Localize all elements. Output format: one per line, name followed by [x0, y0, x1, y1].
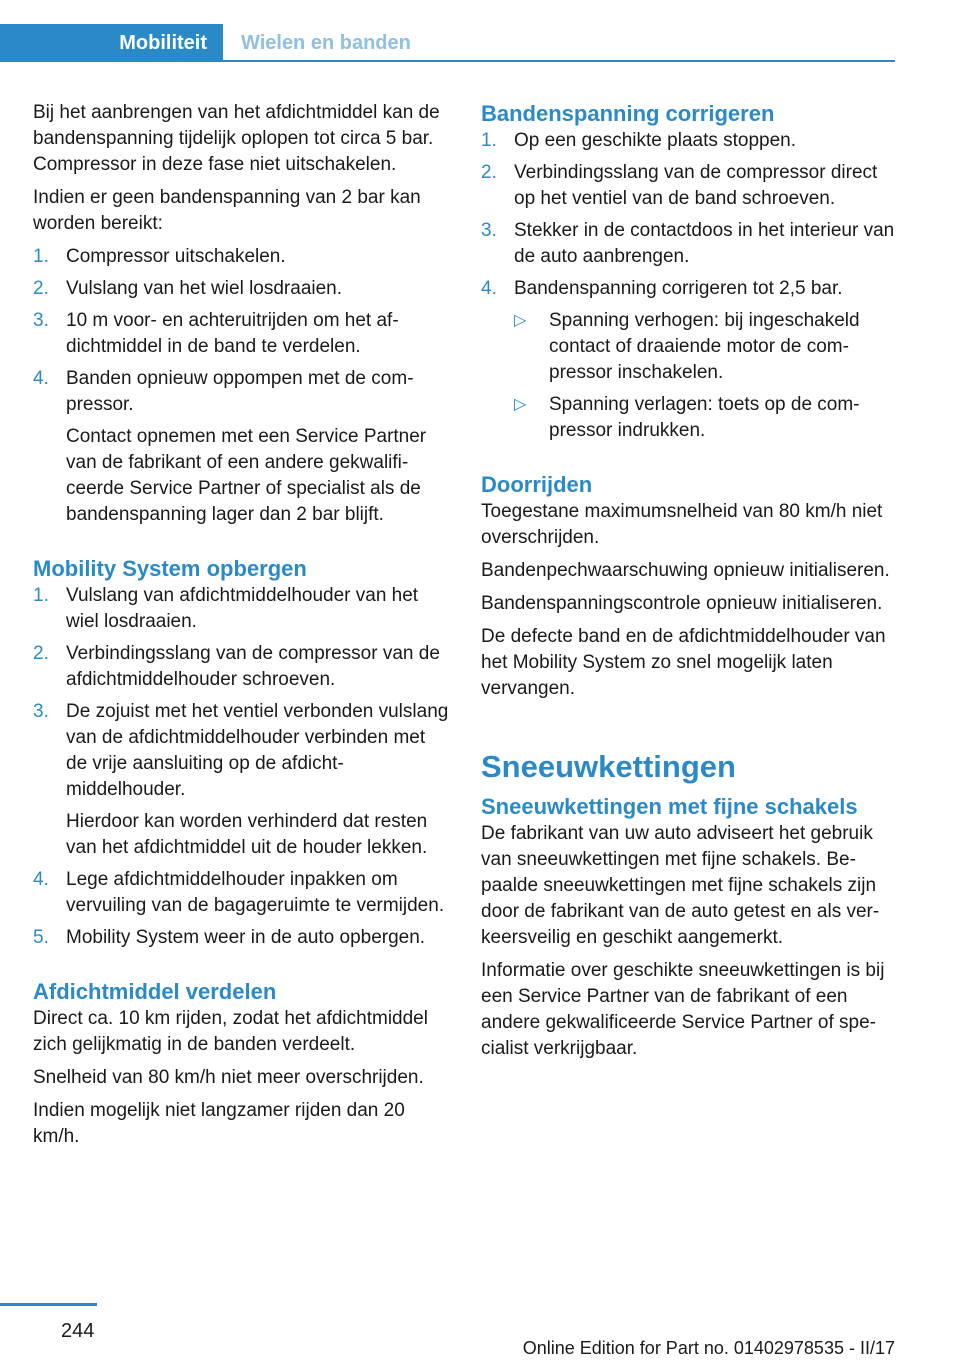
bullet-item [514, 392, 899, 444]
list-text: Stekker in de contactdoos in het interieur van de auto aanbrengen. [514, 220, 895, 267]
list-number: 4. [481, 278, 497, 299]
list-subtext: Contact opnemen met een Service Partner van de fabrikant of een andere gekwalificeerde Service Partner of specialist als de bandenspanning lager dan 2 bar blijft. [66, 426, 427, 525]
distribute-paragraph-3: Indien mogelijk niet langzamer rijden dan 20 km/h. [33, 1100, 405, 1147]
chains-paragraph-1: De fabrikant van uw auto adviseert het gebruik van sneeuwkettingen met fijne schakels. Bepaalde sneeuwkettingen met fijne schakels zijn door de fabrikant van de auto getest en als verkeersveilig en geschikt aangemerkt. [481, 823, 880, 948]
heading-bandenspanning-corrigeren: Bandenspanning corrigeren [481, 101, 775, 126]
list-number: 1. [33, 585, 49, 606]
list-item [33, 244, 449, 270]
distribute-paragraph-2: Snelheid van 80 km/h niet meer overschrijden. [33, 1067, 424, 1088]
continue-paragraph-1: Toegestane maximumsnelheid van 80 km/h niet overschrijden. [481, 501, 883, 548]
list-number: 2. [481, 162, 497, 183]
continue-paragraph-3: Bandenspanningscontrole opnieuw initialiseren. [481, 593, 883, 614]
triangle-bullet-icon: ▷ [514, 396, 527, 413]
heading-sneeuwkettingen-fijne-schakels: Sneeuwkettingen met fijne schakels [481, 794, 858, 819]
list-number: 3. [33, 310, 49, 331]
intro-paragraph-2: Indien er geen bandenspanning van 2 bar kan worden bereikt: [33, 187, 421, 234]
list-text: 10 m voor- en achteruitrijden om het afdichtmiddel in de band te verdelen. [66, 310, 399, 357]
list-item [481, 218, 899, 270]
footer-rule [0, 1303, 97, 1306]
heading-mobility-system-opbergen: Mobility System opbergen [33, 556, 307, 581]
heading-afdichtmiddel-verdelen: Afdichtmiddel verdelen [33, 979, 277, 1004]
page-number: 244 [61, 1320, 95, 1342]
distribute-paragraph-1: Direct ca. 10 km rijden, zodat het afdichtmiddel zich gelijkmatig in de banden verdeelt. [33, 1008, 428, 1055]
bullet-text: Spanning verhogen: bij ingeschakeld contact of draaiende motor de compressor inschakelen. [549, 310, 860, 383]
page-header [0, 24, 895, 62]
correct-steps-list [481, 128, 899, 444]
list-text: Op een geschikte plaats stoppen. [514, 130, 797, 151]
continue-paragraph-4: De defecte band en de afdichtmiddelhouder van het Mobility System zo snel mogelijk laten vervangen. [481, 626, 886, 699]
list-number: 3. [33, 701, 49, 722]
list-text: Lege afdichtmiddelhouder inpakken om vervuiling van de bagageruimte te vermijden. [66, 869, 445, 916]
list-item [33, 641, 449, 693]
list-item [33, 308, 449, 360]
edition-note: Online Edition for Part no. 01402978535 - II/17 [522, 1338, 895, 1358]
list-item [33, 276, 449, 302]
list-text: Verbindingsslang van de compressor direct op het ventiel van de band schroeven. [514, 162, 878, 209]
list-text: Banden opnieuw oppompen met de compressor. [66, 368, 414, 415]
bullet-item [514, 308, 899, 386]
pressure-steps-list [33, 244, 449, 528]
list-number: 2. [33, 643, 49, 664]
list-number: 5. [33, 927, 49, 948]
list-text: Verbindingsslang van de compressor van de afdichtmiddelhouder schroeven. [66, 643, 440, 690]
list-item [481, 160, 899, 212]
storage-steps-list [33, 583, 449, 951]
list-text: Vulslang van afdichtmiddelhouder van het wiel losdraaien. [66, 585, 419, 632]
left-column [33, 100, 449, 1157]
right-column [481, 100, 899, 1069]
list-text: De zojuist met het ventiel verbonden vulslang van de afdichtmiddelhouder verbinden met de vrije aansluiting op de afdichtmiddelhouder. [66, 701, 449, 800]
list-text: Compressor uitschakelen. [66, 246, 286, 267]
list-item [481, 128, 899, 154]
bullet-text: Spanning verlagen: toets op de compressor indrukken. [549, 394, 860, 441]
chains-paragraph-2: Informatie over geschikte sneeuwkettingen is bij een Service Partner van de fabrikant of een andere gekwalificeerde Service Partner of specialist verkrijgbaar. [481, 960, 885, 1059]
list-item [33, 867, 449, 919]
list-number: 1. [33, 246, 49, 267]
list-number: 1. [481, 130, 497, 151]
pressure-bullets [514, 308, 899, 444]
list-text: Mobility System weer in de auto opbergen. [66, 927, 426, 948]
tab-mobiliteit[interactable]: Mobiliteit [0, 24, 223, 62]
list-item [481, 276, 899, 444]
triangle-bullet-icon: ▷ [514, 312, 527, 329]
list-item [33, 699, 449, 861]
list-item [33, 583, 449, 635]
list-item [33, 366, 449, 528]
tab-wielen-en-banden[interactable]: Wielen en banden [241, 32, 411, 54]
list-text: Bandenspanning corrigeren tot 2,5 bar. [514, 278, 843, 299]
heading-sneeuwkettingen: Sneeuwkettingen [481, 749, 736, 784]
list-subtext: Hierdoor kan worden verhinderd dat resten van het afdichtmiddel uit de houder lekken. [66, 811, 428, 858]
list-number: 4. [33, 368, 49, 389]
list-number: 2. [33, 278, 49, 299]
continue-paragraph-2: Bandenpechwaarschuwing opnieuw initialiseren. [481, 560, 890, 581]
list-text: Vulslang van het wiel losdraaien. [66, 278, 343, 299]
list-number: 3. [481, 220, 497, 241]
list-item [33, 925, 449, 951]
list-number: 4. [33, 869, 49, 890]
heading-doorrijden: Doorrijden [481, 472, 593, 497]
intro-paragraph-1: Bij het aanbrengen van het afdichtmiddel kan de bandenspanning tijdelijk oplopen tot circa 5 bar. Compressor in deze fase niet uitschakelen. [33, 102, 440, 175]
